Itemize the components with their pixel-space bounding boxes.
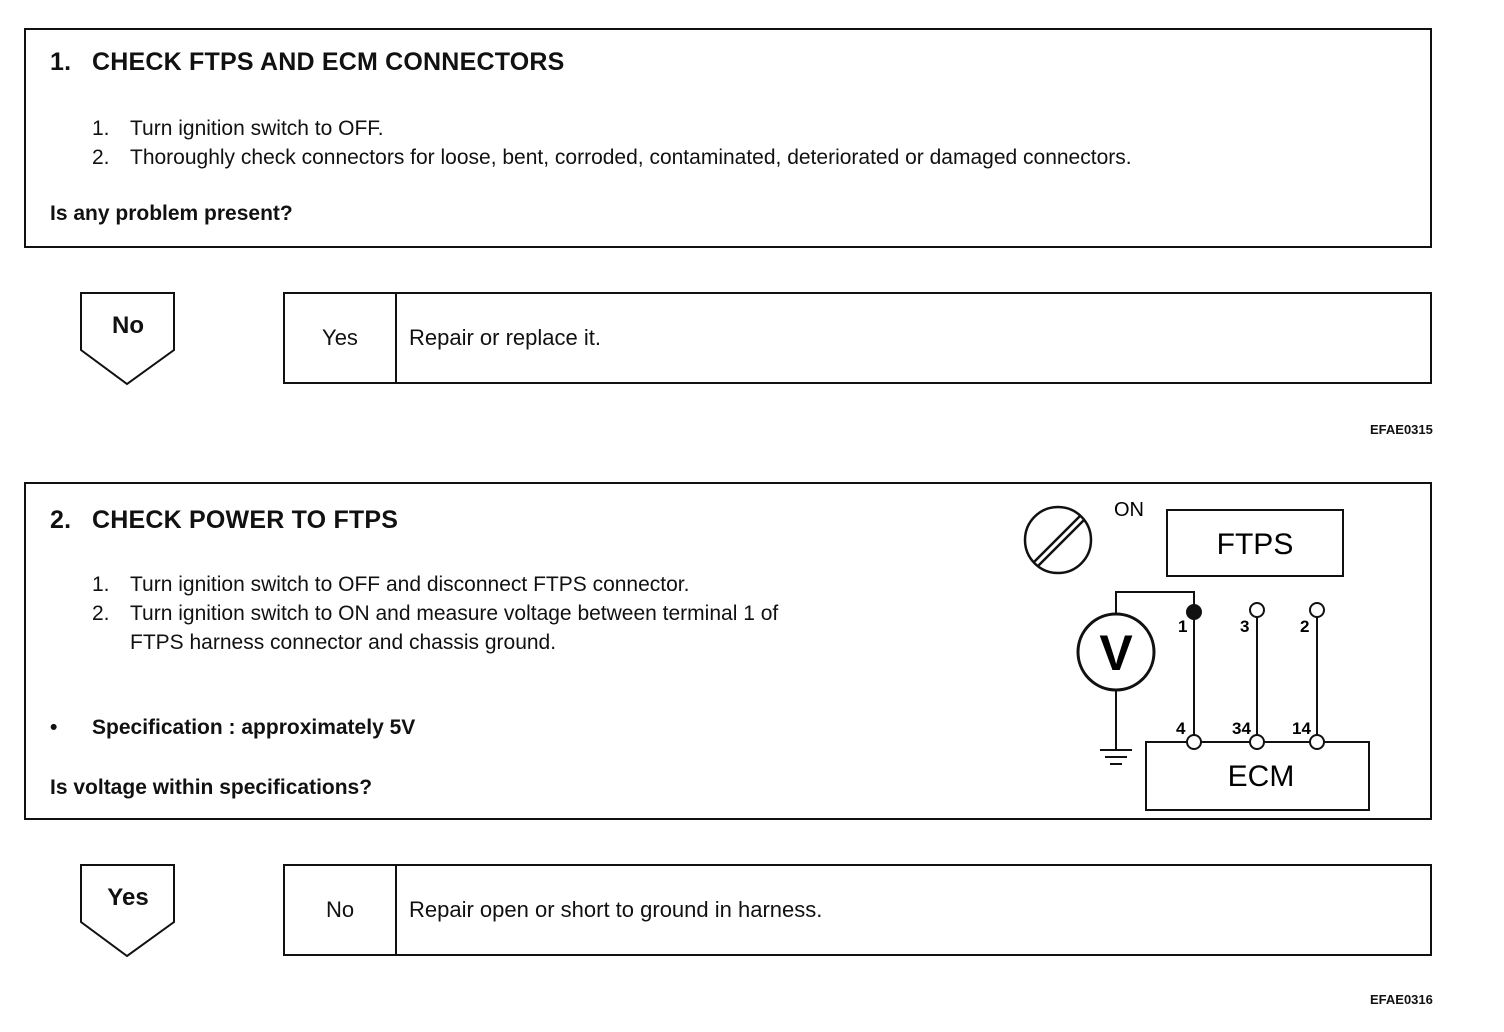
step1-result-text: Repair or replace it. (409, 325, 601, 350)
step2-number: 2. (50, 506, 72, 534)
bullet-icon: • (50, 716, 58, 739)
step1-title (50, 48, 565, 77)
ftps-pin-label: 2 (1300, 617, 1310, 636)
step2-specification: • Specification : approximately 5V (50, 716, 416, 739)
list-item: 1. Turn ignition switch to OFF. (92, 117, 384, 140)
step1-question: Is any problem present? (50, 202, 293, 225)
ecm-label: ECM (1227, 760, 1295, 793)
wiring-diagram (1016, 494, 1376, 814)
ecm-pin-label: 14 (1292, 719, 1311, 738)
step1-box (24, 28, 1432, 248)
ecm-pin-label: 34 (1232, 719, 1251, 738)
pentagon-arrow-shape (80, 864, 176, 960)
list-item-continuation: FTPS harness connector and chassis ground. (130, 631, 557, 654)
step2-result-box (283, 864, 1432, 956)
step1-figure-id: EFAE0315 (1370, 422, 1433, 437)
step1-instructions (92, 114, 1132, 172)
step2-continue-tag (80, 864, 176, 960)
list-item: 2. Turn ignition switch to ON and measure voltage between terminal 1 of (92, 602, 779, 625)
step1-continue-tag (80, 292, 176, 388)
step2-title-text: CHECK POWER TO FTPS (92, 506, 399, 534)
step1-number: 1. (50, 48, 72, 76)
list-item: 2. Thoroughly check connectors for loose, bent, corroded, contaminated, deteriorated or damaged connectors. (92, 146, 1132, 169)
ignition-switch-icon (1025, 507, 1091, 573)
chassis-ground-icon (1100, 750, 1132, 764)
step2-title (50, 506, 398, 535)
ecm-pin-34 (1250, 735, 1264, 749)
ftps-pin-3 (1250, 603, 1264, 617)
pentagon-arrow-shape (80, 292, 176, 388)
ftps-label: FTPS (1216, 528, 1294, 561)
ftps-pin-1 (1187, 605, 1201, 619)
ftps-pin-label: 3 (1240, 617, 1250, 636)
list-item: 1. Turn ignition switch to OFF and disconnect FTPS connector. (92, 573, 690, 596)
step2-result-text: Repair open or short to ground in harness. (409, 897, 823, 922)
step1-result-key: Yes (285, 294, 397, 382)
step1-result-box (283, 292, 1432, 384)
step2-instructions (92, 570, 778, 657)
step2-figure-id: EFAE0316 (1370, 992, 1433, 1007)
step1-continue-label: No (112, 312, 144, 339)
ecm-pin-label: 4 (1176, 719, 1186, 738)
step1-title-text: CHECK FTPS AND ECM CONNECTORS (92, 48, 565, 76)
voltmeter-label: V (1099, 625, 1133, 681)
ftps-pin-label: 1 (1178, 617, 1188, 636)
ignition-on-label: ON (1114, 499, 1144, 521)
step2-continue-label: Yes (107, 884, 149, 911)
ecm-pin-14 (1310, 735, 1324, 749)
step2-box (24, 482, 1432, 820)
step2-question: Is voltage within specifications? (50, 776, 373, 799)
ftps-pin-2 (1310, 603, 1324, 617)
step2-result-key: No (285, 866, 397, 954)
ecm-pin-4 (1187, 735, 1201, 749)
